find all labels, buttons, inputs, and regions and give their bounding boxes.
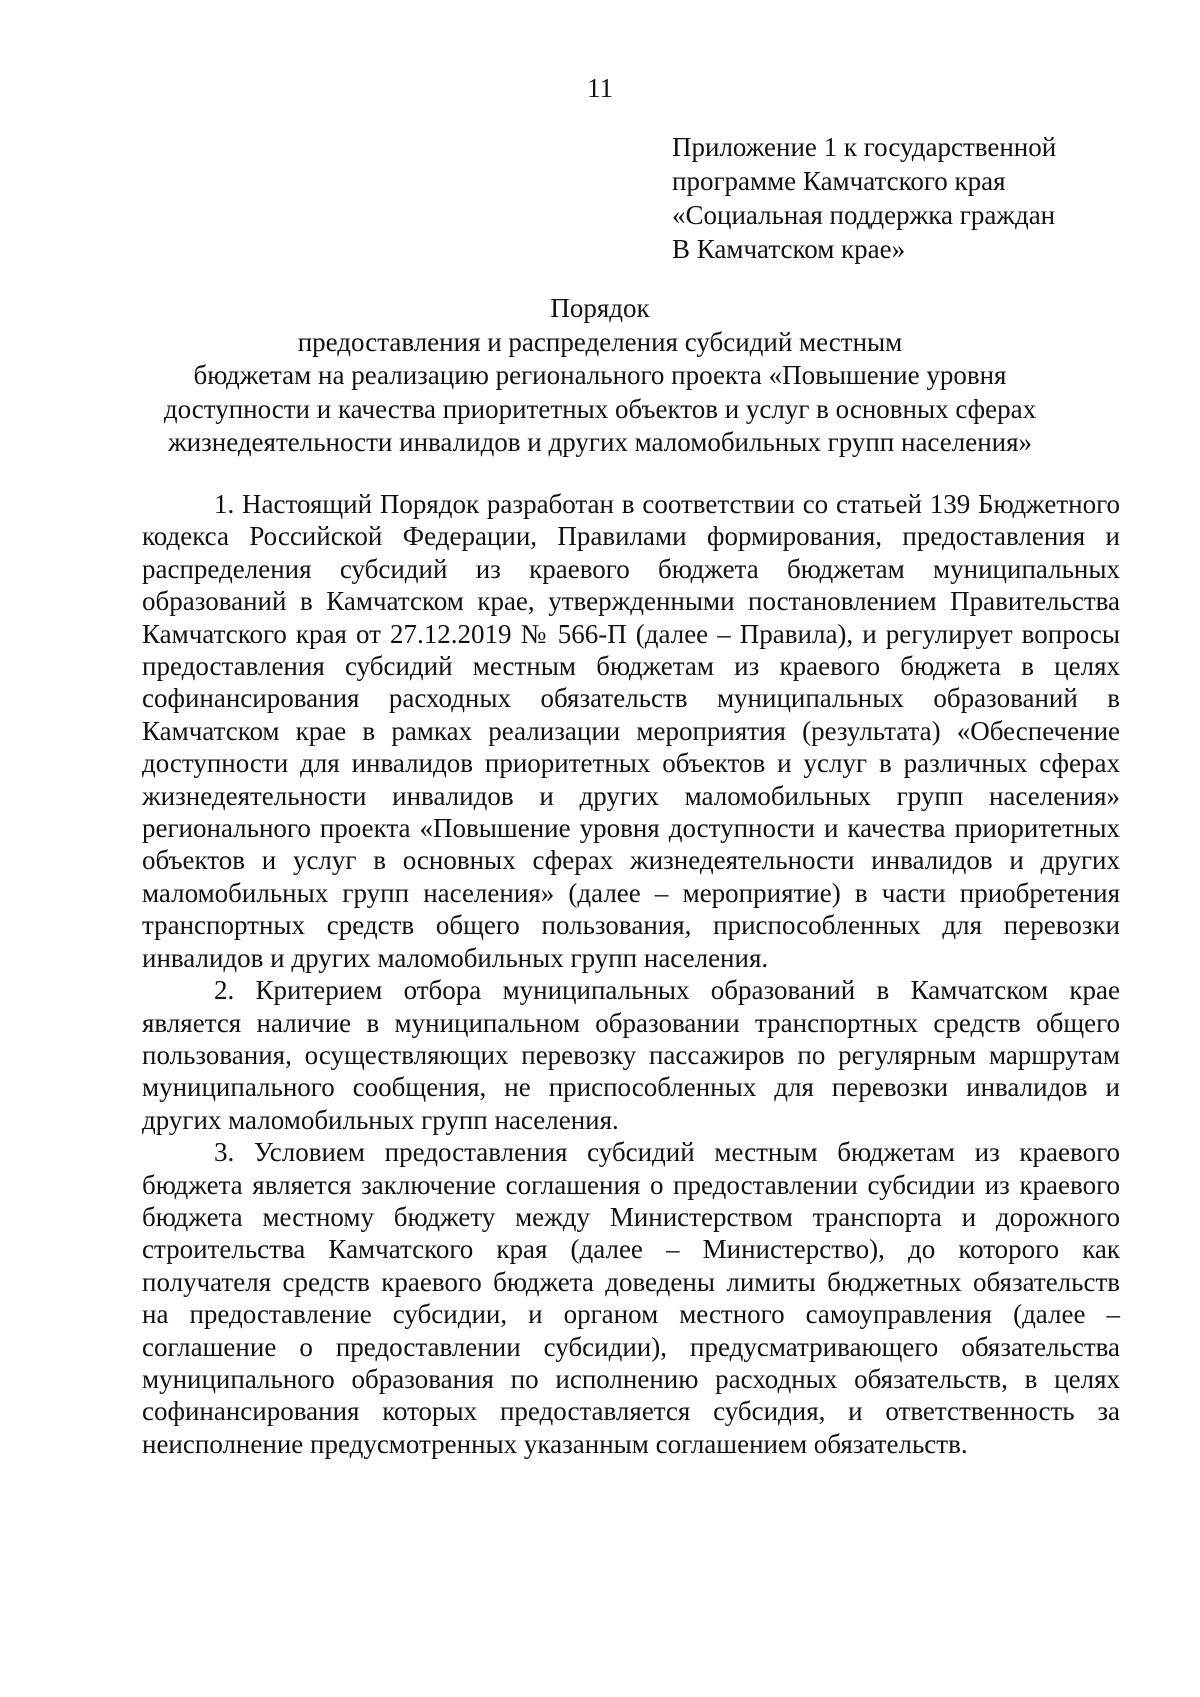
title-line: предоставления и распределения субсидий местным — [297, 326, 903, 357]
appendix-line: Приложение 1 к государственной — [672, 132, 1057, 162]
title-heading: Порядок — [550, 293, 650, 323]
appendix-line: программе Камчатского края — [672, 166, 1006, 196]
title-line: доступности и качества приоритетных объектов и услуг в основных сферах — [163, 393, 1037, 424]
title-line: жизнедеятельности инвалидов и других маломобильных групп населения» — [167, 427, 1033, 457]
appendix-line: В Камчатском крае» — [672, 234, 906, 264]
paragraph-1: 1. Настоящий Порядок разработан в соответствии со статьей 139 Бюджетного кодекса Российской Федерации, Правилами формирования, предоставления и распределения субсидий из краевого бюджета бюджетам муниципальных образований в Камчатском крае, утвержденными постановлением Правительства Камчатского края от 27.12.2019 № 566-П (далее – Правила), и регулирует вопросы предоставления субсидий местным бюджетам из краевого бюджета в целях софинансирования расходных обязательств муниципальных образований в Камчатском крае в рамках реализации мероприятия (результата) «Обеспечение доступности для инвалидов приоритетных объектов и услуг в различных сферах жизнедеятельности инвалидов и других маломобильных групп населения» регионального проекта «Повышение уровня доступности и качества приоритетных объектов и услуг в основных сферах жизнедеятельности инвалидов и других маломобильных групп населения» (далее – мероприятие) в части приобретения транспортных средств общего пользования, приспособленных для перевозки инвалидов и других маломобильных групп населения. — [142, 489, 1120, 973]
title-line: бюджетам на реализацию регионального проекта «Повышение уровня — [193, 360, 1007, 390]
document-body — [142, 488, 1120, 1460]
paragraph-2: 2. Критерием отбора муниципальных образований в Камчатском крае является наличие в муниципальном образовании транспортных средств общего пользования, осуществляющих перевозку пассажиров по регулярным маршрутам муниципального сообщения, не приспособленных для перевозки инвалидов и других маломобильных групп населения. — [142, 975, 1120, 1135]
appendix-line: «Социальная поддержка граждан — [672, 200, 1056, 230]
document-title — [140, 292, 1060, 460]
page-number: 11 — [587, 73, 613, 103]
appendix-block — [672, 130, 1152, 266]
paragraph-3: 3. Условием предоставления субсидий местным бюджетам из краевого бюджета является заключение соглашения о предоставлении субсидии из краевого бюджета местному бюджету между Министерством транспорта и дорожного строительства Камчатского края (далее – Министерство), до которого как получателя средств краевого бюджета доведены лимиты бюджетных обязательств на предоставление субсидии, и органом местного самоуправления (далее – соглашение о предоставлении субсидии), предусматривающего обязательства муниципального образования по исполнению расходных обязательств, в целях софинансирования которых предоставляется субсидия, и ответственность за неисполнение предусмотренных указанным соглашением обязательств. — [142, 1137, 1120, 1459]
